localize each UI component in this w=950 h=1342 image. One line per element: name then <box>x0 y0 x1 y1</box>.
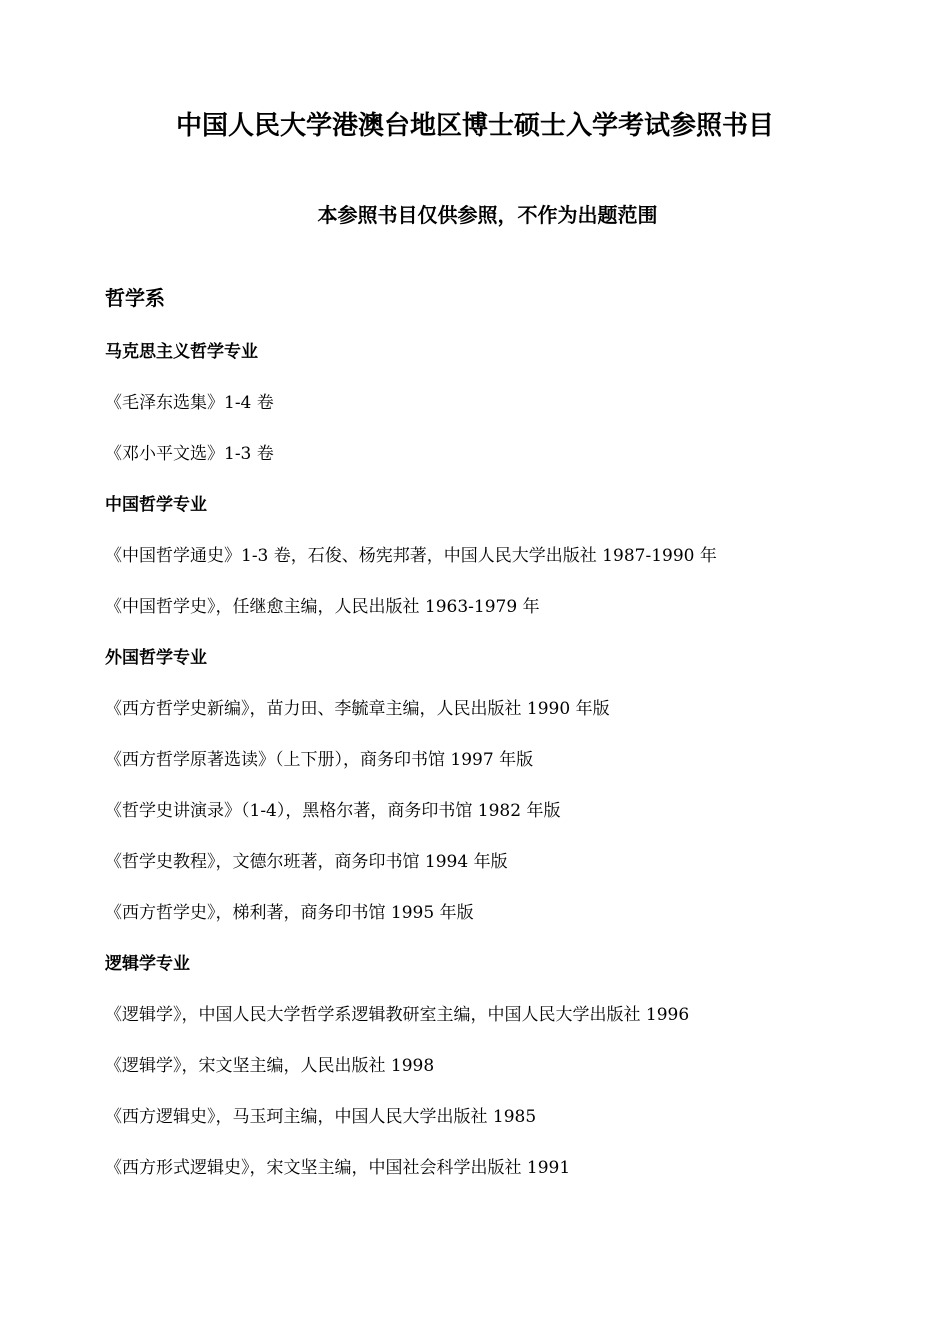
book-entry: 《逻辑学》，宋文坚主编，人民出版社 1998 <box>105 1056 435 1076</box>
book-entry: 《哲学史教程》，文德尔班著，商务印书馆 1994 年版 <box>105 852 508 872</box>
section-logic <box>105 942 905 1197</box>
book-entry: 《中国哲学通史》1-3 卷，石俊、杨宪邦著，中国人民大学出版社 1987-1990 年 <box>105 546 717 566</box>
book-entry: 《西方逻辑史》，马玉珂主编，中国人民大学出版社 1985 <box>105 1107 537 1127</box>
document-content <box>105 278 905 1197</box>
book-entry: 《西方哲学史新编》，苗力田、李毓章主编，人民出版社 1990 年版 <box>105 699 610 719</box>
book-entry: 《毛泽东选集》1-4 卷 <box>105 393 274 413</box>
document-title: 中国人民大学港澳台地区博士硕士入学考试参照书目 <box>175 111 774 141</box>
book-entry: 《西方哲学原著选读》（上下册），商务印书馆 1997 年版 <box>105 750 534 770</box>
section-marxist-philosophy <box>105 330 905 483</box>
major-heading: 逻辑学专业 <box>105 954 190 974</box>
book-entry: 《西方形式逻辑史》，宋文坚主编，中国社会科学出版社 1991 <box>105 1158 571 1178</box>
section-chinese-philosophy <box>105 483 905 636</box>
document-subtitle: 本参照书目仅供参照，不作为出题范围 <box>317 203 658 227</box>
major-heading: 外国哲学专业 <box>105 648 207 668</box>
major-heading: 中国哲学专业 <box>105 495 207 515</box>
section-foreign-philosophy <box>105 636 905 942</box>
department-heading: 哲学系 <box>105 286 165 310</box>
major-heading: 马克思主义哲学专业 <box>105 342 258 362</box>
book-entry: 《中国哲学史》，任继愈主编，人民出版社 1963-1979 年 <box>105 597 540 617</box>
book-entry: 《哲学史讲演录》（1-4），黑格尔著，商务印书馆 1982 年版 <box>105 801 561 821</box>
book-entry: 《逻辑学》，中国人民大学哲学系逻辑教研室主编，中国人民大学出版社 1996 <box>105 1005 690 1025</box>
book-entry: 《西方哲学史》，梯利著，商务印书馆 1995 年版 <box>105 903 474 923</box>
book-entry: 《邓小平文选》1-3 卷 <box>105 444 274 464</box>
